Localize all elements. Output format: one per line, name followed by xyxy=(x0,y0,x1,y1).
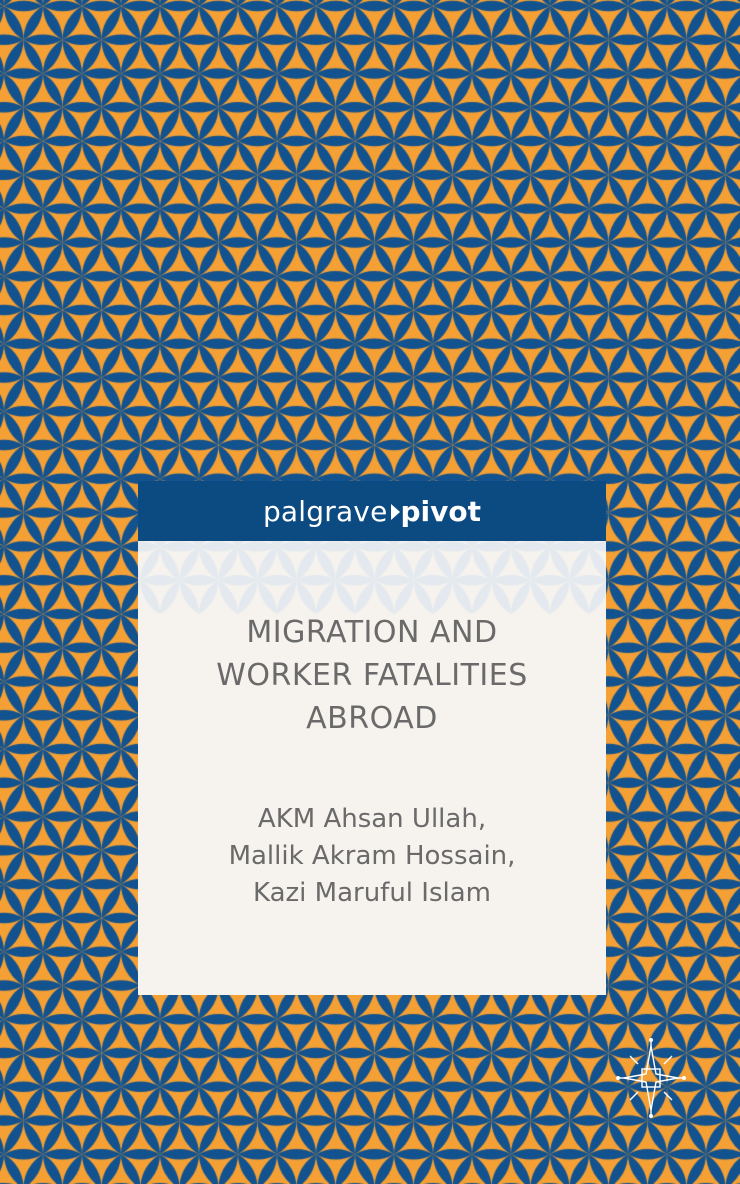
publisher-brand-band xyxy=(138,481,606,541)
brand-sub: pivot xyxy=(400,494,482,528)
brand-arrow-icon xyxy=(391,504,400,520)
panel-pattern-background xyxy=(138,541,606,995)
title-line-3: ABROAD xyxy=(306,701,438,736)
title-line-1: MIGRATION AND xyxy=(246,615,498,650)
title-line-2: WORKER FATALITIES xyxy=(216,658,528,693)
author-1: AKM Ahsan Ullah, xyxy=(257,804,487,834)
title-panel xyxy=(138,541,606,995)
author-2: Mallik Akram Hossain, xyxy=(228,841,516,871)
author-3: Kazi Maruful Islam xyxy=(252,878,491,908)
book-authors xyxy=(138,801,606,912)
palgrave-star-logo-icon xyxy=(616,1038,686,1118)
brand-name: palgrave xyxy=(262,494,388,528)
book-title xyxy=(138,611,606,740)
